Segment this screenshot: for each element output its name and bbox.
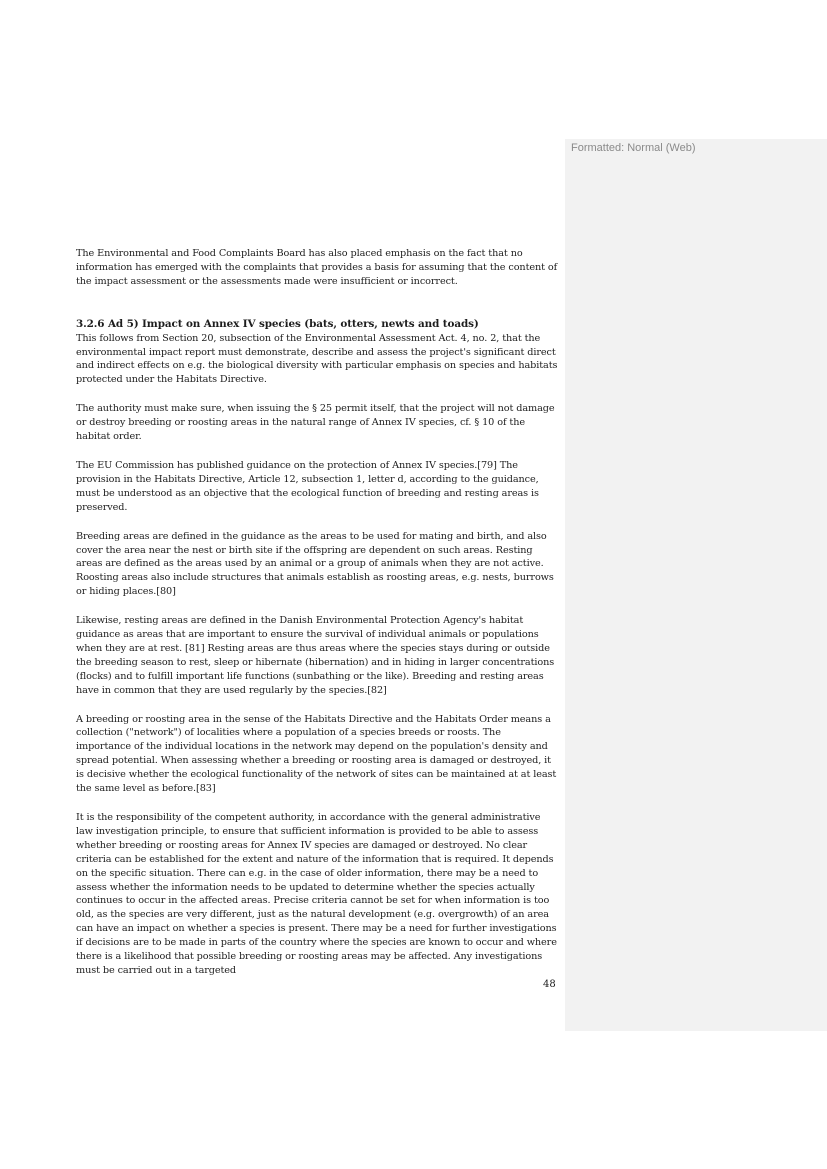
page-number: 48 — [543, 979, 556, 990]
page-body — [76, 247, 558, 993]
paragraph-7: It is the responsibility of the competent authority, in accordance with the general administrative law investigation principle, to ensure that sufficient information is provided to be able to assess whether breeding or roosting areas for Annex IV species are damaged or destroyed. No clear criteria can be established for the extent and nature of the information that is required. It depends on the specific situation. There can e.g. in the case of older information, there may be a need to assess whether the information needs to be updated to determine whether the species actually continues to occur in the affected areas. Precise criteria cannot be set for when information is too old, as the species are very different, just as the natural development (e.g. overgrowth) of an area can have an impact on whether a species is present. There may be a need for further investigations if decisions are to be made in parts of the country where the species are known to occur and where there is a likelihood that possible breeding or roosting areas may be affected. Any investigations must be carried out in a targeted — [76, 812, 557, 976]
paragraph-5: Likewise, resting areas are defined in the Danish Environmental Protection Agency's habitat guidance as areas that are important to ensure the survival of individual animals or populations when they are at rest. [81] Resting areas are thus areas where the species stays during or outside the breeding season to rest, sleep or hibernate (hibernation) and in hiding in larger concentrations (flocks) and to fulfill important life functions (sunbathing or the like). Breeding and resting areas have in common that they are used regularly by the species.[82] — [76, 615, 555, 696]
paragraph-6: A breeding or roosting area in the sense of the Habitats Directive and the Habitats Order means a collection ("network") of localities where a population of a species breeds or roosts. The importance of the individual locations in the network may depend on the population's density and spread potential. When assessing whether a breeding or roosting area is damaged or destroyed, it is decisive whether the ecological functionality of the network of sites can be maintained at at least the same level as before.[83] — [76, 713, 557, 795]
comment-pane — [565, 139, 827, 1031]
paragraph-3: The EU Commission has published guidance on the protection of Annex IV species.[79] The provision in the Habitats Directive, Article 12, subsection 1, letter d, according to the guidance, must be understood as an objective that the ecological function of breeding and resting areas is preserved. — [76, 459, 539, 513]
paragraph-intro: The Environmental and Food Complaints Board has also placed emphasis on the fact that no information has emerged with the complaints that provides a basis for assuming that the content of the impact assessment or the assessments made were insufficient or incorrect. — [76, 248, 558, 287]
paragraph-4: Breeding areas are defined in the guidance as the areas to be used for mating and birth, and also cover the area near the nest or birth site if the offspring are dependent on such areas. Resting areas are defined as the areas used by an animal or a group of animals when they are not active. Roosting areas also include structures that animals establish as roosting areas, e.g. nests, burrows or hiding places.[80] — [76, 530, 554, 598]
section-paragraph-1: This follows from Section 20, subsection of the Environmental Assessment Act. 4, no. 2, that the environmental impact report must demonstrate, describe and assess the project's significant direct and indirect effects on e.g. the biological diversity with particular emphasis on species and habitats protected under the Habitats Directive. — [76, 332, 558, 386]
section-heading: 3.2.6 Ad 5) Impact on Annex IV species (bats, otters, newts and toads) — [76, 317, 479, 330]
paragraph-2: The authority must make sure, when issuing the § 25 permit itself, that the project will not damage or destroy breeding or roosting areas in the natural range of Annex IV species, cf. § 10 of the habitat order. — [76, 403, 555, 443]
comment-pane-label: Formatted: Normal (Web) — [571, 142, 696, 154]
